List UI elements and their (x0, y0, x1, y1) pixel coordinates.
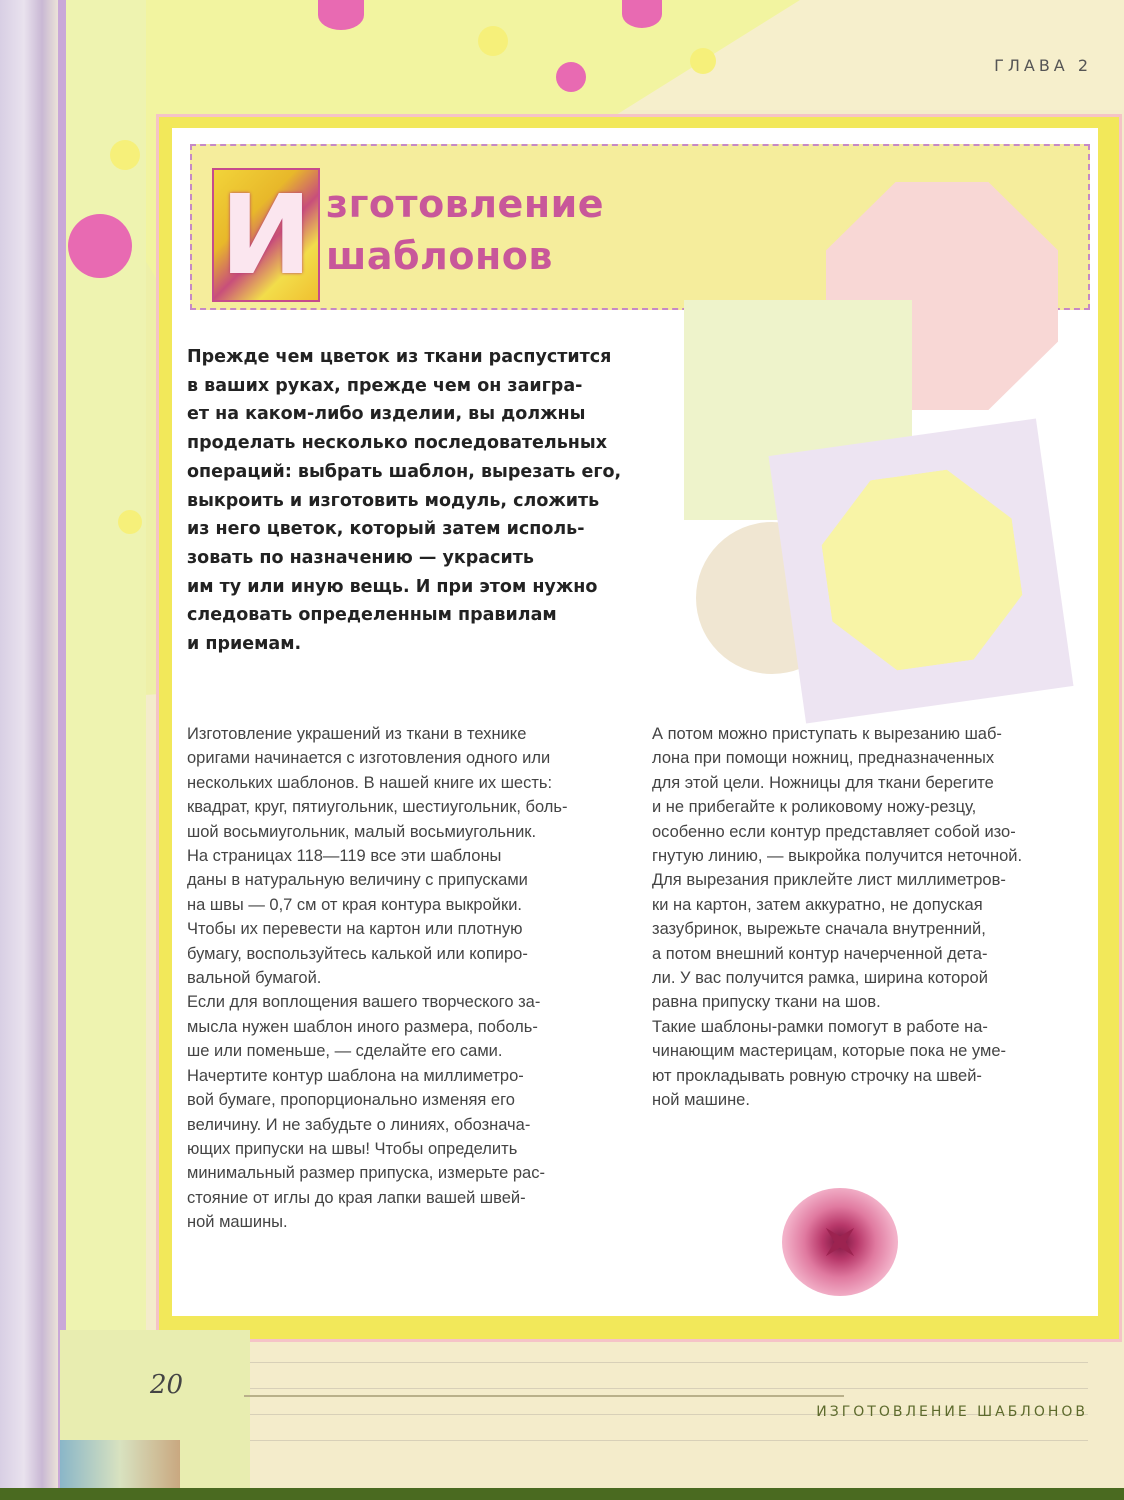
decorative-dot (68, 214, 132, 278)
footer-divider (244, 1395, 844, 1397)
decorative-dot (110, 140, 140, 170)
page-number: 20 (150, 1370, 184, 1400)
footer-section-title: ИЗГОТОВЛЕНИЕ ШАБЛОНОВ (816, 1404, 1088, 1420)
lead-paragraph: Прежде чем цветок из ткани распустится в ваших руках, прежде чем он заигра- ет на каком-либо изделии, вы должны проделать несколько последовательных операций: выбрать шаблон, вырезать его, выкроить и изготовить модуль, сложить из него цветок, который затем исполь- зовать по назначению — украсить им ту или иную вещь. И при этом нужно следовать определенным правилам и приемам. (187, 347, 622, 655)
body-column-2: А потом можно приступать к вырезанию шаб- лона при помощи ножниц, предназначенных для этой цели. Ножницы для ткани берегите и не прибегайте к роликовому ножу-резцу, особенно если контур представляет собой изо- гнутую линию, — выкройка получится неточной. Для вырезания приклейте лист миллиметров- ки на картон, затем аккуратно, не допуская зазубринок, вырежьте сначала внутренний, а потом внешний контур начерченной дета- ли. У вас получится рамка, ширина которой равна припуску ткани на шов. Такие шаблоны-рамки помогут в работе на- чинающим мастерицам, которые пока не уме- ют прокладывать ровную строчку на швей- ной машине. (652, 725, 1023, 1110)
body-column-1: Изготовление украшений из ткани в технике оригами начинается с изготовления одного или нескольких шаблонов. В нашей книге их шесть: квадрат, круг, пятиугольник, шестиугольник, боль- шой восьмиугольник, малый восьмиугольник. На страницах 118—119 все эти шаблоны даны в натуральную величину с припусками на швы — 0,7 см от края контура выкройки. Чтобы их перевести на картон или плотную бумагу, воспользуйтесь калькой или копиро- вальной бумагой. Если для воплощения вашего творческого за- мысла нужен шаблон иного размера, поболь- ше или поменьше, — сделайте его сами. Начертите контур шаблона на миллиметро- вой бумаге, пропорционально изменяя его величину. И не забудьте о линиях, обознача- ющих припуски на швы! Чтобы определить минимальный размер припуска, измерьте рас- стояние от иглы до края лапки вашей швей- ной машины. (187, 725, 568, 1232)
title-line-1: зготовление (326, 182, 604, 226)
decorative-dot (478, 26, 508, 56)
ruled-line (240, 1388, 1088, 1389)
title-line-2: шаблонов (326, 234, 553, 278)
ruled-line (240, 1362, 1088, 1363)
left-book-edge (0, 0, 60, 1500)
bottom-left-photo (60, 1440, 180, 1488)
decorative-dot (318, 0, 364, 30)
decorative-dot (556, 62, 586, 92)
ruled-line (240, 1440, 1088, 1441)
decorative-dot (118, 510, 142, 534)
decorative-dot (690, 48, 716, 74)
chapter-label: ГЛАВА 2 (994, 56, 1092, 75)
bottom-edge-strip (0, 1488, 1124, 1500)
left-purple-ribbon (58, 0, 66, 1500)
decorative-dot (622, 0, 662, 28)
title-initial-letter: И (212, 168, 320, 302)
